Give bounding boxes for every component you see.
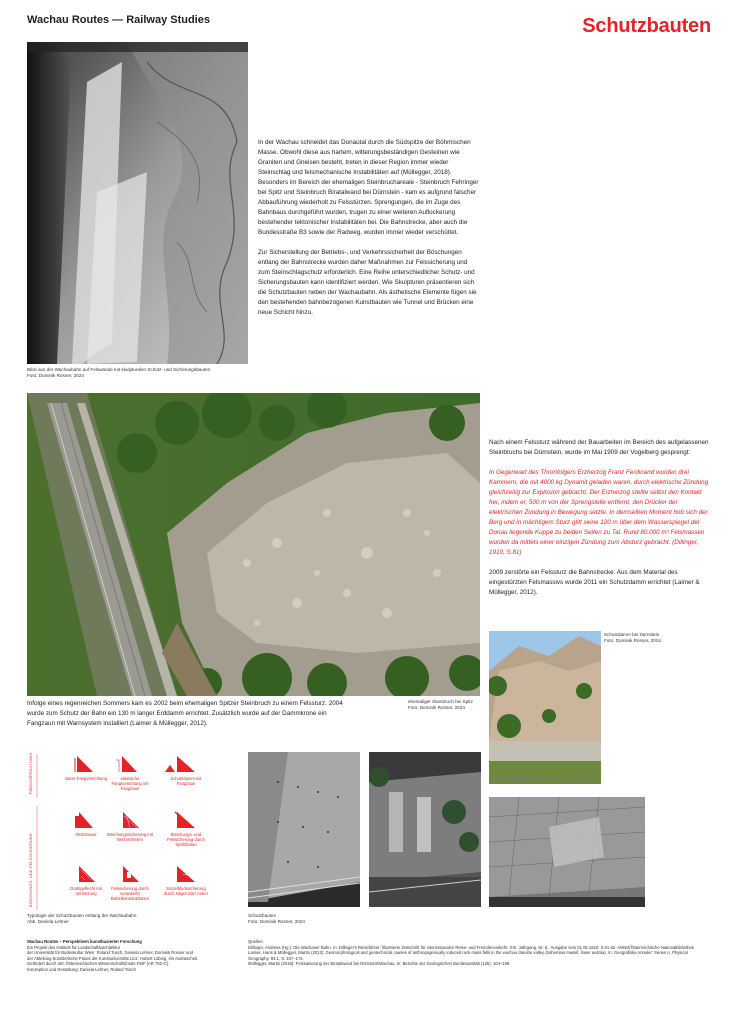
icon-elastische-fangvorrichtung: [116, 756, 137, 772]
typology-label: Schutzdamm mit Fangzaun: [170, 776, 202, 786]
typology-label: elastische Fangvorrichtung mit Fangzaun: [111, 776, 149, 791]
footer-credit-line: der Universität für Bodenkultur Wien: Roland Tusch, Daniela Lehner, Dominik Rosner und: [27, 950, 193, 956]
icon-starre-fangvorrichtung: [75, 756, 93, 772]
footer-credit-line: Gefördert durch den Österreichischen Wissenschaftsfonds FWF [AR 762-G].: [27, 961, 169, 967]
felssturz-intro: Nach einem Felssturz während der Bauarbeiten im Bereich des aufgelassenen Steinbruchs bei Dürnstein, wurde im Mai 1909 der Vogelberg gesprengt:: [489, 439, 709, 456]
photo3-caption: Schutzdamm bei Dürnstein: [604, 632, 660, 637]
typology-side-label-bottom: BÖSCHUNGS- UND FELSSICHERUNG: [29, 833, 33, 907]
photo-aerial-quarry-spitz: [27, 393, 480, 696]
project-title: Wachau Routes — Railway Studies: [27, 14, 210, 26]
icon-boeschungssicherung-netze: [123, 812, 139, 828]
photo-spritzbeton-wall: [248, 752, 360, 907]
photo-row-caption: Schutzbauten: [248, 913, 277, 918]
spitz-text: Infolge eines regenreichen Sommers kam es 2002 beim ehemaligen Spitzer Steinbruch zu einem Felssturz. 2004 wurde zum Schutz der Bahn ein 130 m langer Erddamm errichtet. Zusätzlich wurde auf der Dammkrone ein Fangzaun mit Warnsystem installiert (Laimer & Müllegger, 2012).: [27, 700, 343, 727]
typology-label: Drahtgeflecht mit Vernetzung: [70, 886, 102, 896]
icon-stuetzmauer: [75, 812, 93, 828]
source-entry: Müllegger, Martin (2018): Felssanierung der Biratalwand bei Dürnstein/Wachau. In: Berichte der Geologischen Bundesanstalt (125): 104–109.: [248, 961, 511, 967]
intro-paragraph: In der Wachau schneidet das Donautal durch die Südspitze der Böhmischen Masse. Obwohl diese aus hartem, witterungsbeständigen Gesteinen wie Graniten und Gneisen besteht, treten in dieser Region immer wieder Steinschlag und felsmechanische Instabilitäten auf (Müllegger, 2018). Besonders im Bereich der ehemaligen Steinbruchareale - Steinbruch Fehringer bei Spitz und Steinbruch Biratalwand bei Dürnstein - kam es aufgrund falscher Abbauführung wiederholt zu Felsstürzen. Sprengungen, die im Zuge des Bahnbaus durchgeführt wurden, trugen zu einer weiteren Auflockerung bestehender tektonischer Instabilitäten bei. Die Bahnstrecke, aber auch die Bundesstraße B3 sowie der Radweg, wurden immer wieder verschüttet.: [258, 139, 479, 236]
icon-drahtgeflecht: [79, 866, 95, 882]
section-title: Schutzbauten: [582, 15, 711, 37]
intro-paragraph: Zur Sicherstellung der Betriebs-, und Verkehrssicherheit der Böschungen entlang der Bahnstrecke wurden daher Maßnahmen zur Felssicherung und zum Steinschlagschutz erforderlich. Eine Reihe unterschiedlicher Schutz- und Sicherungsbauten kann identifiziert werden. Wie Skulpturen präsentieren sich die Schutzbauten neben der Wachaubahn. Als ästhetische Elemente fügen sie den bestehenden bahnbezogenen Kunstbauten wie Tunnel und Brücken eine neue Schicht hinzu.: [258, 249, 477, 316]
typology-label: Böschungssicherung mit Netzen/Seilen: [107, 832, 153, 842]
typology-credit: Abb. Daniela Lehner: [27, 918, 69, 924]
photo-row-credit: Foto: Dominik Rosner, 2024: [248, 918, 305, 924]
photo1-caption: Blick aus der Wachaubahn auf Felswände mit skulpturalen Schutz- und Sicherungsbauten: [27, 367, 211, 372]
photo-schutzdamm-duernstein: [489, 631, 601, 784]
icon-betonkonstruktion: [123, 866, 139, 882]
source-entry: Laimer, Hans & Müllegger, Martin (2012): Geomorphological and geotechnical causes of anthropogenically induced rock mass falls in the wachau danube valley (bohemian massif, lower austria). In: Geografiska Annaler: Series A, Physical Geography, 94:1, S. 157–174.: [248, 950, 688, 961]
typology-diagram: [27, 752, 237, 917]
felssturz-text: [489, 438, 711, 608]
footer-project-title: Wachau Routes – Perspektiven kunstbasierter Forschung: [27, 939, 142, 944]
intro-text: [258, 138, 480, 328]
sources-title: Quellen:: [248, 939, 264, 944]
footer-credit-line: Ein Projekt des Instituts für Landschaftsarchitektur: [27, 944, 121, 950]
felssturz-outro: 2009 zerstörte ein Felssturz die Bahnstrecke. Aus dem Material des eingestürzten Felsmassivs wurde 2011 ein Schutzdamm errichtet (Laimer & Müllegger, 2012).: [489, 569, 700, 596]
photo2-caption: ehemaliger Steinbruch bei Spitz: [408, 699, 473, 704]
icon-einzelblocksicherung: [177, 866, 195, 882]
footer-sources: [248, 939, 708, 967]
icon-spritzbeton: [175, 812, 195, 828]
typology-label: Böschungs- und Felssicherung durch Spritzbeton: [167, 832, 205, 847]
footer-credit-line: der Abteilung Künstlerische Praxis der Kunstuniversität Linz: Hubert Lobnig, Iris Andraschek.: [27, 955, 199, 961]
typology-label: Stützmauer: [75, 832, 97, 837]
photo-netted-rock-face: [489, 797, 645, 907]
typology-label: Einzelblocksicherung durch Nägel oder Anker: [164, 886, 208, 896]
typology-caption: Typologie der Schutzbauten entlang der Wachaubahn: [27, 913, 137, 918]
source-entry: Dillinger, Andreas (Hg.): Die Wachauer Bahn. In: Dillinger's Reiseführer: Illustrierte Zeitschrift für internationalen Reise- und Fremdenverkehr, XXI. Jahrgang, Nr. 6., Ausgabe vom 01.05.1910: S.81-82. ANNO/Österreichische Nationalbibliothek: [248, 944, 694, 950]
typology-label: starre Fangvorrichtung: [64, 776, 108, 781]
felssturz-quote: In Gegenwart des Thronfolgers Erzherzog Franz Ferdinand wurden drei Kammern, die mit 4000 kg Dynamit geladen waren, durch elektrische Zündung gleichzeitig zur Explosion gebracht. Der Erzherzog stellte selbst den Kontakt her, indem er, 500 m von der Sprengstelle entfernt, den Drücker der elektrischen Zündung in Bewegung setzte. In demselben Moment hob sich der Berg und in mächtigem Sturz glitt seine 120 m über dem Wasserspiegel der Donau liegende Kuppe zu beiden Seiten zu Tal. Rund 80.000 m³ Felsmassen wurden da mittels einer einzigen Zündung zum Absturz gebracht. (Dillinger, 1910, S.81): [489, 469, 709, 556]
photo-concrete-pillars: [369, 752, 481, 907]
photo2-credit: Foto: Dominik Rosner, 2024: [408, 704, 465, 710]
photo3-credit: Foto: Dominik Rosner, 2024: [604, 637, 661, 643]
typology-label: Felssicherung durch verankerte Betonkonstruktionen: [110, 886, 150, 901]
typology-side-label-top: FANGVORRICHTUNG: [29, 752, 33, 794]
photo-rock-wall-train-view: [27, 42, 248, 364]
footer-credits: [27, 939, 227, 973]
photo1-credit: Foto: Dominik Rosner, 2024: [27, 372, 84, 378]
icon-schutzdamm: [165, 756, 195, 772]
footer-credit-line: Konzeption und Gestaltung: Daniela Lehner, Roland Tusch: [27, 966, 136, 972]
